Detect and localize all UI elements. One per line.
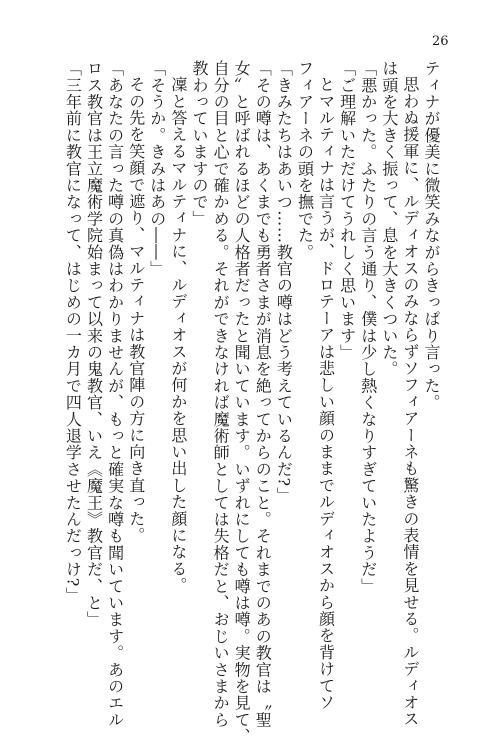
text-line: 思わぬ援軍に、ルディオスのみならずソフィアーネも驚きの表情を見せる。ルディオス xyxy=(400,76,420,728)
text-line: ティナが優美に微笑みながらきっぱり言った。 xyxy=(422,60,441,411)
text-line: 凜と答えるマルティナに、ルディオスが何かを思い出した顔になる。 xyxy=(168,76,188,594)
text-line: とマルティナは言うが、ドロテーアは悲しい顔のままでルディオスから顔を背けてソ xyxy=(316,76,336,711)
page-number: 26 xyxy=(432,34,449,49)
text-line: は頭を大きく振って、息を大きくついた。 xyxy=(379,60,399,378)
text-line: 「ご理解いただけてうれしく思います」 xyxy=(337,60,357,361)
text-line: フィアーネの頭を撫でた。 xyxy=(295,60,315,261)
text-line: 「そうか。きみはあの――」 xyxy=(147,60,167,278)
text-line: ロス教官は王立魔術学院始まって以来の鬼教官、いえ《魔王》教官だ、と」 xyxy=(84,60,104,628)
text-line: 「三年前に教官になって、はじめの一カ月で四人退学させたんだっけ?」 xyxy=(63,60,83,604)
text-line: その先を笑顔で遮り、マルティナは教官陣の方に向き直った。 xyxy=(126,76,146,544)
text-line: 「きみたちはあいつ……教官の噂はどう考えているんだ?」 xyxy=(274,60,294,504)
text-line: 「あなたの言った噂の真偽はわかりませんが、もっと確実な噂も聞いています。あのエル xyxy=(105,60,125,728)
text-line: 「その噂は、あくまでも勇者さまが消息を絶ってからのこと。それまでのあの教官は〝聖 xyxy=(253,60,273,728)
novel-text-body xyxy=(62,60,442,745)
text-line: 教わっていますので」 xyxy=(189,60,209,227)
text-line: 女〟と呼ばれるほどの人格者だったと聞いています。いずれにしても噂は噂。実物を見て、 xyxy=(232,60,252,745)
text-line: 自分の目と心で確かめる。それができなければ魔術師としては失格だと、おじいさまから xyxy=(211,60,231,728)
text-line: 「悪かった。ふたりの言う通り、僕は少し熱くなりすぎていたようだ」 xyxy=(358,60,378,595)
